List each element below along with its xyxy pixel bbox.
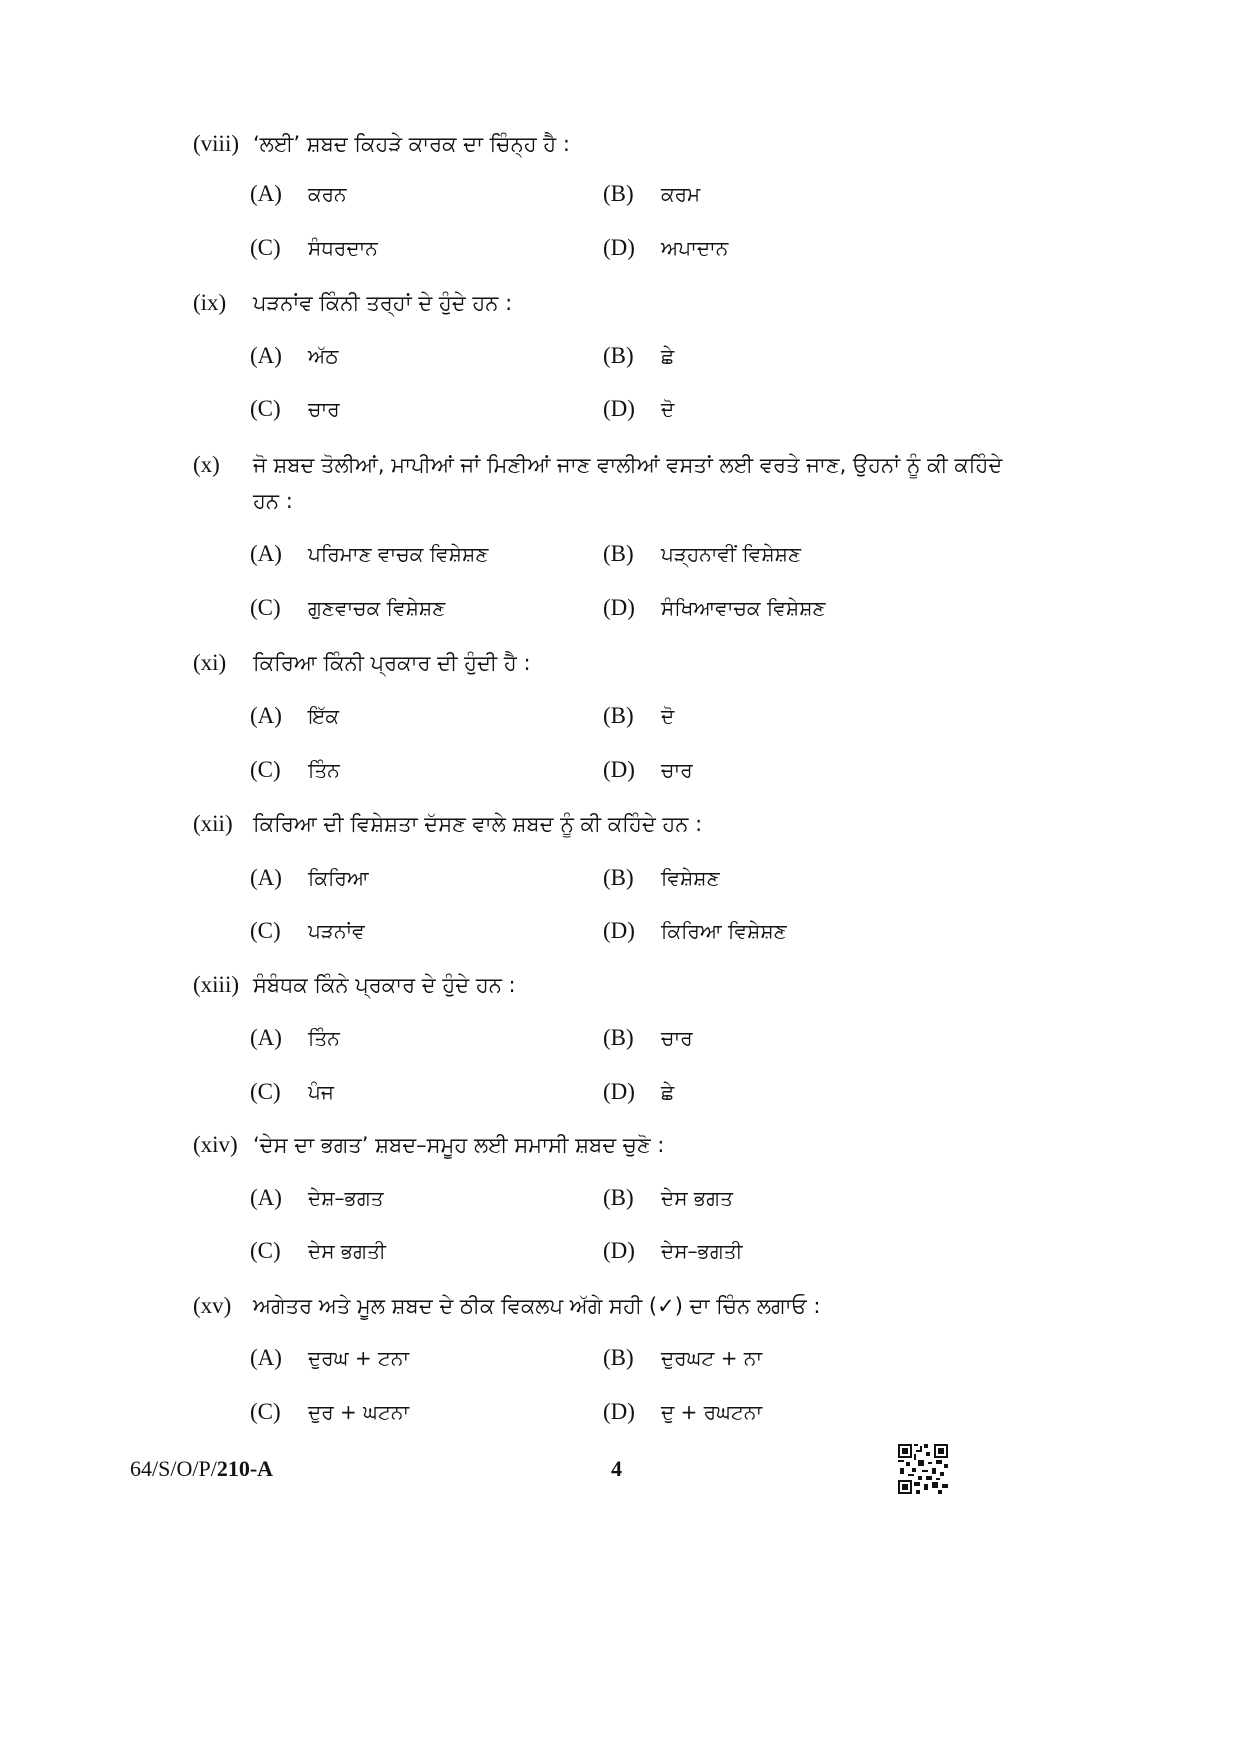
option-d (603, 1394, 762, 1430)
option-c (250, 1394, 409, 1430)
option-label: (D) (603, 1399, 635, 1424)
question-number: (xiv) (193, 1132, 238, 1157)
option-text: ਪੜ੍ਹਨਾਵੀਂ ਵਿਸ਼ੇਸ਼ਣ (661, 542, 801, 566)
question-text: ਅਗੇਤਰ ਅਤੇ ਮੂਲ ਸ਼ਬਦ ਦੇ ਠੀਕ ਵਿਕਲਪ ਅੱਗੇ ਸਹੀ (✓) ਦਾ ਚਿੰਨ ਲਗਾਓ : (253, 1294, 821, 1318)
option-label: (A) (250, 1025, 282, 1050)
option-text: ਦੇਸ ਭਗਤੀ (308, 1239, 386, 1263)
option-text: ਦੋ (661, 704, 675, 728)
option-label: (A) (250, 703, 282, 728)
option-text: ਤਿੰਨ (308, 1026, 340, 1050)
option-text: ਪੰਜ (308, 1080, 334, 1104)
option-label: (C) (250, 235, 281, 260)
page-number: 4 (611, 1456, 622, 1481)
option-text: ਵਿਸ਼ੇਸ਼ਣ (661, 866, 720, 890)
option-c (250, 1233, 386, 1269)
option-text: ਦੁ + ਰਘਟਨਾ (661, 1400, 763, 1424)
option-a (250, 338, 338, 374)
option-label: (B) (603, 703, 634, 728)
paper-code-bold: 210-A (216, 1456, 274, 1481)
option-text: ਦੇਸ਼–ਭਗਤ (308, 1186, 384, 1210)
option-text: ਚਾਰ (308, 397, 340, 421)
question-text: ‘ਦੇਸ ਦਾ ਭਗਤ’ ਸ਼ਬਦ–ਸਮੂਹ ਲਈ ਸਮਾਸੀ ਸ਼ਬਦ ਚੁਣੋ : (253, 1133, 665, 1157)
option-text: ਅੱਠ (308, 344, 339, 368)
option-d (603, 1233, 743, 1269)
question-text: ‘ਲਈ’ ਸ਼ਬਦ ਕਿਹੜੇ ਕਾਰਕ ਦਾ ਚਿੰਨ੍ਹ ਹੈ : (253, 132, 570, 156)
option-label: (B) (603, 343, 634, 368)
option-label: (B) (603, 1345, 634, 1370)
option-label: (C) (250, 918, 281, 943)
option-text: ਤਿੰਨ (308, 758, 340, 782)
option-label: (D) (603, 1238, 635, 1263)
question-text: ਕਿਰਿਆ ਕਿੰਨੀ ਪ੍ਰਕਾਰ ਦੀ ਹੁੰਦੀ ਹੈ : (253, 651, 531, 675)
option-c (250, 752, 340, 788)
option-text: ਅਪਾਦਾਨ (661, 236, 729, 260)
question-number: (xii) (193, 811, 233, 836)
option-b (603, 1180, 733, 1216)
question-number: (x) (193, 452, 220, 477)
option-a (250, 860, 369, 896)
option-c (250, 913, 365, 949)
option-text: ਦੁਰ + ਘਟਨਾ (308, 1400, 410, 1424)
option-text: ਦੋ (661, 397, 675, 421)
question-number: (ix) (193, 290, 227, 315)
option-b (603, 860, 720, 896)
option-label: (A) (250, 343, 282, 368)
option-text: ਕਰਮ (661, 182, 701, 206)
option-label: (B) (603, 1025, 634, 1050)
option-label: (B) (603, 541, 634, 566)
option-text: ਪੜਨਾਂਵ (308, 919, 365, 943)
option-b (603, 176, 700, 212)
option-a (250, 536, 488, 572)
option-c (250, 391, 340, 427)
question-number: (viii) (193, 131, 239, 156)
option-a (250, 1020, 340, 1056)
option-label: (D) (603, 396, 635, 421)
option-label: (D) (603, 595, 635, 620)
option-text: ਦੇਸ ਭਗਤ (661, 1186, 733, 1210)
option-d (603, 230, 728, 266)
option-label: (D) (603, 918, 635, 943)
option-d (603, 752, 693, 788)
option-text: ਸੰਖਿਆਵਾਚਕ ਵਿਸ਼ੇਸ਼ਣ (661, 596, 826, 620)
option-label: (B) (603, 865, 634, 890)
option-d (603, 913, 787, 949)
option-label: (D) (603, 235, 635, 260)
option-text: ਗੁਣਵਾਚਕ ਵਿਸ਼ੇਸ਼ਣ (308, 596, 446, 620)
option-text: ਛੇ (661, 344, 675, 368)
option-label: (C) (250, 396, 281, 421)
option-c (250, 230, 378, 266)
qr-code-icon (898, 1444, 948, 1494)
question-text-line-2: ਹਨ : (253, 489, 293, 513)
option-a (250, 698, 339, 734)
question-number: (xv) (193, 1293, 232, 1318)
option-text: ਛੇ (661, 1080, 675, 1104)
option-label: (A) (250, 541, 282, 566)
option-label: (C) (250, 757, 281, 782)
option-text: ਦੇਸ–ਭਗਤੀ (661, 1239, 743, 1263)
option-b (603, 338, 674, 374)
option-text: ਕਿਰਿਆ ਵਿਸ਼ੇਸ਼ਣ (661, 919, 787, 943)
option-text: ਦੁਰਘ + ਟਨਾ (308, 1346, 410, 1370)
option-d (603, 391, 674, 427)
option-label: (C) (250, 1238, 281, 1263)
option-label: (D) (603, 1079, 635, 1104)
option-b (603, 698, 674, 734)
option-a (250, 1180, 384, 1216)
option-a (250, 1340, 409, 1376)
option-text: ਪਰਿਮਾਣ ਵਾਚਕ ਵਿਸ਼ੇਸ਼ਣ (308, 542, 489, 566)
paper-code (130, 1456, 273, 1482)
option-text: ਇੱਕ (308, 704, 340, 728)
option-text: ਸੰਧਰਦਾਨ (308, 236, 378, 260)
question-number: (xiii) (193, 972, 239, 997)
question-text: ਪੜਨਾਂਵ ਕਿੰਨੀ ਤਰ੍ਹਾਂ ਦੇ ਹੁੰਦੇ ਹਨ : (253, 291, 513, 315)
option-text: ਚਾਰ (661, 758, 693, 782)
option-label: (A) (250, 1185, 282, 1210)
option-c (250, 590, 445, 626)
paper-code-prefix: 64/S/O/P/ (130, 1456, 217, 1481)
option-label: (C) (250, 595, 281, 620)
option-label: (B) (603, 1185, 634, 1210)
option-label: (D) (603, 757, 635, 782)
question-text: ਕਿਰਿਆ ਦੀ ਵਿਸ਼ੇਸ਼ਤਾ ਦੱਸਣ ਵਾਲੇ ਸ਼ਬਦ ਨੂੰ ਕੀ ਕਹਿੰਦੇ ਹਨ : (253, 812, 703, 836)
option-label: (B) (603, 181, 634, 206)
option-b (603, 1340, 762, 1376)
question-text: ਸੰਬੰਧਕ ਕਿੰਨੇ ਪ੍ਰਕਾਰ ਦੇ ਹੁੰਦੇ ਹਨ : (253, 973, 516, 997)
option-b (603, 536, 801, 572)
option-a (250, 176, 347, 212)
option-d (603, 1074, 674, 1110)
option-label: (A) (250, 1345, 282, 1370)
option-b (603, 1020, 693, 1056)
option-label: (C) (250, 1399, 281, 1424)
option-label: (A) (250, 865, 282, 890)
option-c (250, 1074, 334, 1110)
question-text-line-1: ਜੋ ਸ਼ਬਦ ਤੋਲੀਆਂ, ਮਾਪੀਆਂ ਜਾਂ ਮਿਣੀਆਂ ਜਾਣ ਵਾਲੀਆਂ ਵਸਤਾਂ ਲਈ ਵਰਤੇ ਜਾਣ, ਉਹਨਾਂ ਨੂੰ ਕੀ ਕਹਿੰਦੇ (253, 453, 1003, 477)
question-number: (xi) (193, 650, 227, 675)
option-text: ਕਰਨ (308, 182, 347, 206)
option-text: ਚਾਰ (661, 1026, 693, 1050)
option-label: (A) (250, 181, 282, 206)
option-text: ਦੁਰਘਟ + ਨਾ (661, 1346, 763, 1370)
option-text: ਕਿਰਿਆ (308, 866, 369, 890)
option-label: (C) (250, 1079, 281, 1104)
option-d (603, 590, 826, 626)
